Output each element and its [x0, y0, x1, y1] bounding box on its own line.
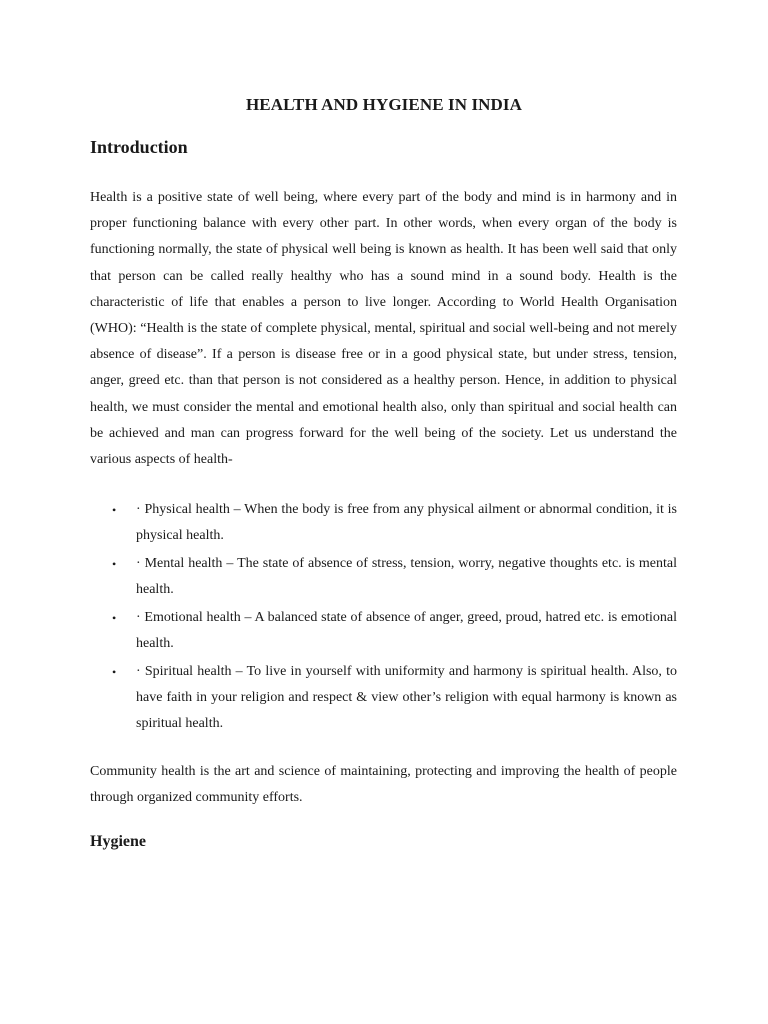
bullet-icon: • [112, 664, 117, 679]
list-item-text: · Mental health – The state of absence of stress, tension, worry, negative thoughts etc. is mental health. [136, 555, 677, 598]
introduction-heading: Introduction [90, 137, 188, 157]
list-item-emotional-health [90, 605, 677, 657]
bullet-icon: • [112, 610, 117, 625]
list-item-text: · Emotional health – A balanced state of absence of anger, greed, proud, hatred etc. is emotional health. [136, 609, 677, 652]
health-aspects-list [90, 497, 677, 739]
community-health-paragraph: Community health is the art and science of maintaining, protecting and improving the health of people through organized community efforts. [90, 764, 677, 806]
list-item-text: · Physical health – When the body is free from any physical ailment or abnormal condition, it is physical health. [136, 502, 677, 544]
list-item-spiritual-health [90, 659, 677, 738]
document-title: HEALTH AND HYGIENE IN INDIA [245, 95, 523, 114]
list-item-physical-health [90, 497, 677, 549]
bullet-icon: • [112, 503, 117, 517]
bullet-icon: • [112, 556, 117, 571]
list-item-mental-health [90, 551, 677, 603]
hygiene-heading: Hygiene [90, 833, 146, 850]
list-item-text: · Spiritual health – To live in yourself with uniformity and harmony is spiritual health. Also, to have faith in your religion and respect & view other’s religion with equal harmony is known as spiritual health. [136, 663, 677, 732]
introduction-paragraph: Health is a positive state of well being, where every part of the body and mind is in harmony and in proper functioning balance with every other part. In other words, when every organ of the body is functioning normally, the state of physical well being is known as health. It has been well said that only that person can be called really healthy who has a sound mind in a sound body. Health is the characteristic of life that enables a person to live longer. According to World Health Organisation (WHO): “Health is the state of complete physical, mental, spiritual and social well-being and not merely absence of disease”. If a person is disease free or in a good physical state, but under stress, tension, anger, greed etc. than that person is not considered as a healthy person. Hence, in addition to physical health, we must consider the mental and emotional health also, only than spiritual and social health can be achieved and man can progress forward for the well being of the society. Let us understand the various aspects of health- [90, 190, 677, 468]
